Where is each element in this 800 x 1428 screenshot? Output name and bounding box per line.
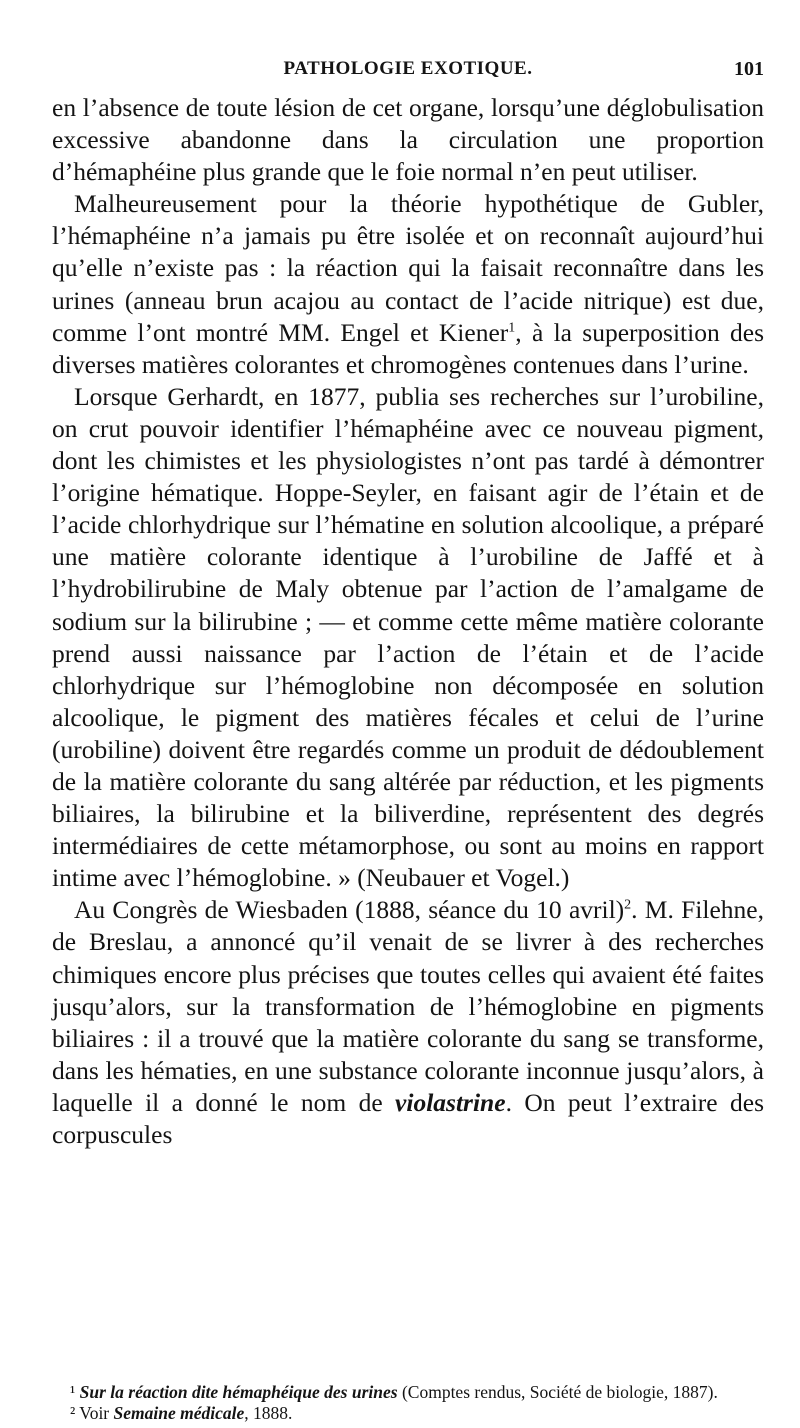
footnote-2-title: Semaine médicale	[113, 1403, 245, 1423]
footnote-1-title: Sur la réaction dite hémaphéique des urines	[79, 1382, 398, 1402]
body-text	[52, 92, 764, 1151]
paragraph-4-text-a: Au Congrès de Wiesbaden (1888, séance du 10 avril)	[74, 895, 625, 925]
paragraph-2-text-a: Malheureusement pour la théorie hypothétique de Gubler, l’hémaphéine n’a jamais pu être isolée et on reconnaît aujourd’hui qu’elle n’existe pas : la réaction qui la faisait reconnaître dans les urines (anneau brun acajou au contact de l’acide nitrique) est due, comme l’ont montré MM. Engel et Kiener	[52, 189, 764, 347]
paragraph-4-text-b: . M. Filehne, de Breslau, a annoncé qu’il venait de se livrer à des recherches chimiques encore plus précises que toutes celles qui avaient été faites jusqu’alors, sur la transformation de l’hémoglobine en pigments biliaires : il a trouvé que la matière colorante du sang se transforme, dans les hématies, en une substance colorante inconnue jusqu’alors, à laquelle il a donné le nom de	[52, 895, 764, 1117]
paragraph-3: Lorsque Gerhardt, en 1877, publia ses recherches sur l’urobiline, on crut pouvoir identifier l’hémaphéine avec ce nouveau pigment, dont les chimistes et les physiologistes n’ont pas tardé à démontrer l’origine hématique. Hoppe-Seyler, en faisant agir de l’étain et de l’acide chlorhydrique sur l’hématine en solution alcoolique, a préparé une matière colorante identique à l’urobiline de Jaffé et à l’hydrobilirubine de Maly obtenue par l’action de l’amalgame de sodium sur la bilirubine ; — et comme cette même matière colorante prend aussi naissance par l’action de l’étain et de l’acide chlorhydrique sur l’hémoglobine non décomposée en solution alcoolique, le pigment des matières fécales et celui de l’urine (urobiline) doivent être regardés comme un produit de dédoublement de la matière colorante du sang altérée par réduction, et les pigments biliaires, la bilirubine et la biliverdine, représentent des degrés intermédiaires de cette métamorphose, ou sont au moins en rapport intime avec l’hémoglobine. » (Neubauer et Vogel.)	[52, 381, 764, 893]
running-title: PATHOLOGIE EXOTIQUE.	[283, 58, 533, 79]
footnote-2-prefix: Voir	[75, 1403, 114, 1423]
footnotes	[52, 1382, 764, 1424]
paragraph-2-text-b: , à la superposition des diverses matières colorantes et chromogènes contenues dans l’urine.	[52, 317, 765, 379]
footnote-2-mark: ²	[70, 1403, 76, 1423]
footnote-2	[52, 1403, 764, 1424]
paragraph-4-text-c: . On peut l’extraire des corpuscules	[52, 1087, 764, 1149]
footnote-2-year: , 1888.	[244, 1403, 293, 1423]
footnote-ref-2: 2	[624, 897, 632, 913]
paragraph-2	[52, 188, 764, 381]
footnote-1-mark: ¹	[70, 1382, 76, 1402]
paragraph-4	[52, 894, 764, 1151]
paragraph-1: en l’absence de toute lésion de cet organe, lorsqu’une déglobulisation excessive abandonne dans la circulation une proportion d’hémaphéine plus grande que le foie normal n’en peut utiliser.	[52, 93, 764, 187]
footnote-1	[52, 1382, 764, 1403]
term-violastrine: violastrine	[395, 1087, 506, 1117]
page-number: 101	[734, 58, 764, 80]
footnote-ref-1: 1	[508, 320, 516, 336]
footnote-1-source: (Comptes rendus, Société de biologie, 1887).	[397, 1382, 718, 1402]
running-head	[52, 58, 764, 88]
